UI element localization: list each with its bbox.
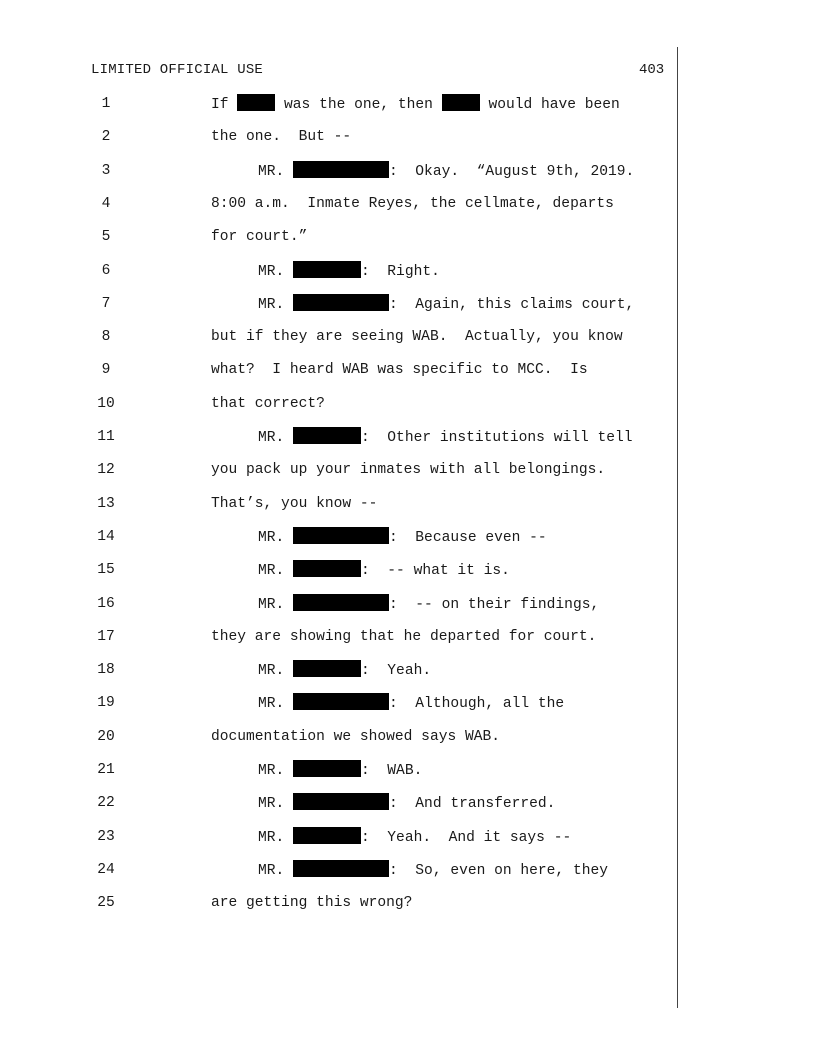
speech-text: : So, even on here, they [389, 862, 608, 879]
line-number: 13 [97, 495, 115, 512]
speaker-prefix: MR. [258, 263, 294, 280]
speech-text: : And transferred. [389, 796, 556, 813]
line-number: 22 [97, 795, 115, 812]
line-text: 8:00 a.m. Inmate Reyes, the cellmate, departs [211, 195, 614, 212]
redaction-box [293, 427, 361, 444]
transcript-line [0, 594, 700, 614]
speaker-prefix: MR. [258, 430, 294, 446]
speaker-prefix: MR. [258, 663, 294, 680]
line-number: 5 [101, 229, 111, 246]
transcript-line [0, 494, 700, 514]
line-text [258, 760, 422, 781]
speech-text: : WAB. [361, 763, 423, 779]
transcript-line [0, 261, 700, 281]
speaker-prefix: MR. [258, 796, 294, 813]
line-number: 12 [97, 462, 115, 479]
line-number: 11 [97, 429, 115, 445]
line-number: 24 [97, 861, 115, 878]
transcript-line [0, 194, 700, 214]
line-text: That’s, you know -- [211, 495, 378, 512]
text-fragment: was the one, then [275, 97, 442, 113]
line-text [258, 594, 599, 615]
line-text [258, 527, 547, 548]
line-text [258, 860, 608, 881]
line-text: but if they are seeing WAB. Actually, you know [211, 329, 623, 346]
line-text: that correct? [211, 395, 325, 412]
line-text [258, 827, 571, 848]
line-text: what? I heard WAB was specific to MCC. Is [211, 362, 588, 379]
redaction-box [293, 793, 389, 810]
transcript-line [0, 760, 700, 780]
speaker-prefix: MR. [258, 862, 294, 879]
speech-text: : Yeah. And it says -- [361, 829, 572, 846]
redaction-box [293, 527, 389, 544]
line-number: 2 [101, 129, 111, 146]
redaction-box [293, 660, 361, 677]
transcript-line [0, 394, 700, 414]
line-number: 9 [101, 362, 111, 379]
transcript-line [0, 127, 700, 147]
speaker-prefix: MR. [258, 829, 294, 846]
transcript-line [0, 560, 700, 580]
line-text [258, 660, 431, 681]
transcript-line [0, 294, 700, 314]
line-text: for court.” [211, 229, 308, 246]
speaker-prefix: MR. [258, 163, 294, 180]
line-number: 21 [97, 762, 115, 778]
text-fragment: If [211, 97, 238, 113]
speaker-prefix: MR. [258, 763, 294, 779]
speech-text: : Right. [361, 263, 440, 280]
line-number: 1 [101, 96, 111, 112]
line-text [211, 94, 620, 115]
speech-text: : Okay. “August 9th, 2019. [389, 163, 635, 180]
speech-text: : -- on their findings, [389, 596, 600, 613]
line-number: 7 [101, 295, 111, 312]
line-number: 25 [97, 895, 115, 912]
line-text: documentation we showed says WAB. [211, 728, 501, 745]
line-text [258, 793, 555, 814]
speech-text: : Because even -- [389, 529, 547, 546]
line-number: 4 [101, 195, 111, 212]
redaction-box [293, 161, 389, 178]
redaction-box [293, 693, 389, 710]
line-number: 23 [97, 828, 115, 845]
speaker-prefix: MR. [258, 596, 294, 613]
line-number: 15 [97, 562, 115, 579]
speech-text: : Again, this claims court, [389, 296, 635, 313]
line-number: 18 [97, 662, 115, 679]
transcript-line [0, 793, 700, 813]
transcript-line [0, 94, 700, 114]
transcript-line [0, 527, 700, 547]
text-fragment: would have been [479, 97, 620, 113]
line-text: are getting this wrong? [211, 895, 413, 912]
redaction-box [293, 294, 389, 311]
line-number: 20 [97, 728, 115, 745]
transcript-line [0, 460, 700, 480]
transcript-line [0, 360, 700, 380]
transcript-line [0, 227, 700, 247]
line-number: 10 [97, 395, 115, 412]
line-text [258, 560, 510, 581]
line-number: 6 [101, 262, 111, 279]
transcript-line [0, 660, 700, 680]
transcript-line [0, 161, 700, 181]
transcript-line [0, 693, 700, 713]
line-number: 3 [101, 162, 111, 179]
speaker-prefix: MR. [258, 296, 294, 313]
speech-text: : -- what it is. [361, 563, 510, 580]
line-text [258, 161, 634, 182]
line-number: 17 [97, 628, 115, 645]
transcript-line [0, 427, 700, 447]
line-text [258, 294, 634, 315]
transcript-line [0, 893, 700, 913]
line-text: you pack up your inmates with all belongings. [211, 462, 606, 479]
redaction-box [293, 760, 361, 777]
transcript-line [0, 727, 700, 747]
redaction-box [293, 827, 361, 844]
transcript-line [0, 327, 700, 347]
line-number: 8 [101, 329, 111, 346]
speech-text: : Although, all the [389, 696, 565, 713]
line-text [258, 261, 440, 282]
speaker-prefix: MR. [258, 696, 294, 713]
redaction-box [237, 94, 275, 111]
line-text [258, 693, 564, 714]
page-number: 403 [639, 62, 665, 78]
transcript-line [0, 860, 700, 880]
speaker-prefix: MR. [258, 529, 294, 546]
transcript-line [0, 827, 700, 847]
speech-text: : Yeah. [361, 663, 432, 680]
page-header-left: LIMITED OFFICIAL USE [91, 62, 264, 78]
line-text: they are showing that he departed for court. [211, 628, 597, 645]
redaction-box [293, 594, 389, 611]
redaction-box [293, 560, 361, 577]
speech-text: : Other institutions will tell [361, 430, 633, 446]
line-number: 16 [97, 595, 115, 612]
transcript-line [0, 627, 700, 647]
redaction-box [293, 860, 389, 877]
line-number: 14 [97, 528, 115, 545]
line-text [258, 427, 633, 448]
line-number: 19 [97, 695, 115, 712]
speaker-prefix: MR. [258, 563, 294, 580]
redaction-box [293, 261, 361, 278]
line-text: the one. But -- [211, 129, 352, 146]
redaction-box [442, 94, 480, 111]
